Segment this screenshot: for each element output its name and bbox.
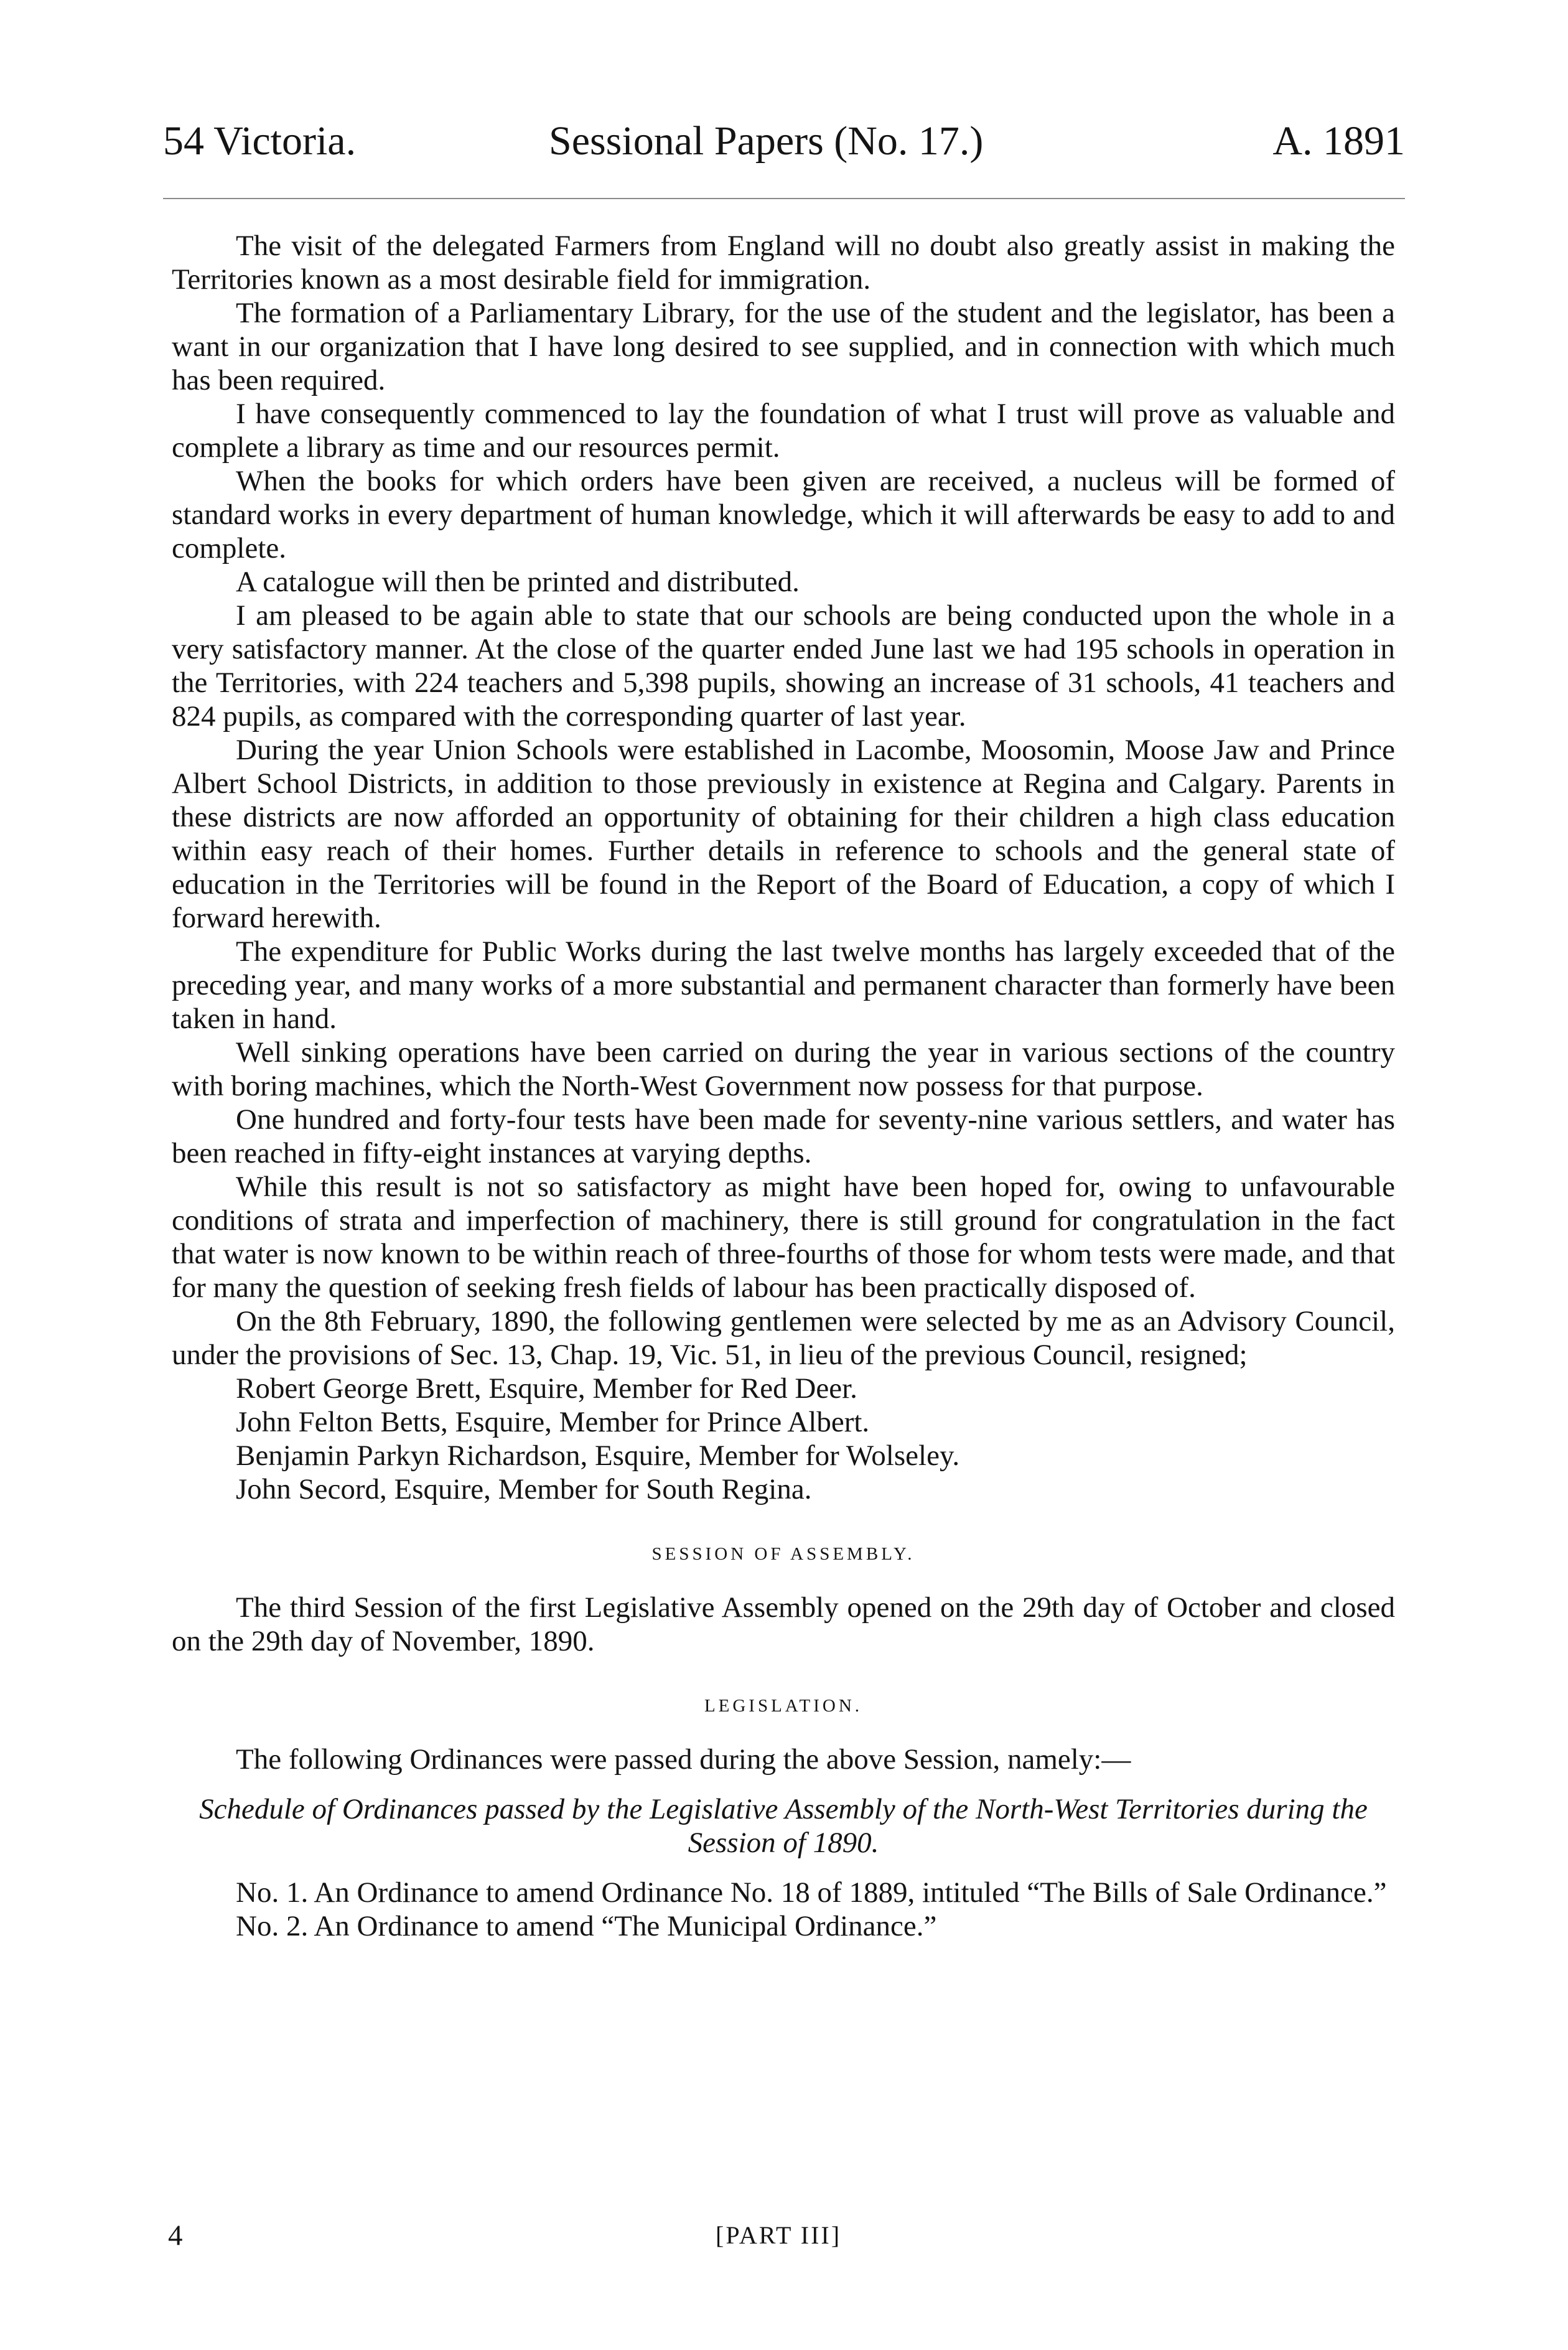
paragraph: The formation of a Parliamentary Library, for the use of the student and the legislator, has been a want in our organization that I have long desired to see supplied, and in connection with which much has been required. <box>172 297 1395 396</box>
paragraph: I have consequently commenced to lay the foundation of what I trust will prove as valuable and complete a library as time and our resources permit. <box>172 398 1395 464</box>
paragraph: During the year Union Schools were established in Lacombe, Moosomin, Moose Jaw and Prince Albert School Districts, in addition to those previously in existence at Regina and Calgary. Parents in these districts are now afforded an opportunity of obtaining for their children a high class education within easy reach of their homes. Further details in reference to schools and the general state of education in the Territories will be found in the Report of the Board of Education, a copy of which I forward herewith. <box>172 734 1395 934</box>
paragraph: A catalogue will then be printed and distributed. <box>236 566 800 598</box>
paragraph: The expenditure for Public Works during the last twelve months has largely exceeded that of the preceding year, and many works of a more substantial and permanent character than formerly have been taken in hand. <box>172 935 1395 1035</box>
header-year: A. 1891 <box>1272 118 1405 164</box>
body-text <box>172 229 1395 1943</box>
paragraph: On the 8th February, 1890, the following gentlemen were selected by me as an Advisory Council, under the provisions of Sec. 13, Chap. 19, Vic. 51, in lieu of the previous Council, resigned; <box>172 1305 1395 1371</box>
running-header <box>163 113 1405 169</box>
paragraph: While this result is not so satisfactory as might have been hoped for, owing to unfavourable conditions of strata and imperfection of machinery, there is still ground for congratulation in the fact that water is now known to be within reach of three-fourths of those for whom tests were made, and that for many the question of seeking fresh fields of labour has been practically disposed of. <box>172 1171 1395 1304</box>
page-footer <box>168 2217 1406 2254</box>
schedule-title: Schedule of Ordinances passed by the Legislative Assembly of the North-West Territories during the Session of 1890. <box>199 1793 1368 1859</box>
legislation-heading: LEGISLATION. <box>704 1696 863 1716</box>
council-member: Robert George Brett, Esquire, Member for Red Deer. <box>236 1372 857 1405</box>
session-heading: SESSION OF ASSEMBLY. <box>651 1544 915 1564</box>
session-paragraph: The third Session of the first Legislative Assembly opened on the 29th day of October and closed on the 29th day of November, 1890. <box>172 1591 1395 1657</box>
paragraph: Well sinking operations have been carried on during the year in various sections of the country with boring machines, which the North-West Government now possess for that purpose. <box>172 1036 1395 1102</box>
paragraph: The visit of the delegated Farmers from England will no doubt also greatly assist in making the Territories known as a most desirable field for immigration. <box>172 230 1395 296</box>
part-marker: [PART III] <box>716 2221 842 2249</box>
legislation-intro: The following Ordinances were passed during the above Session, namely:— <box>236 1743 1131 1776</box>
ordinance-item: No. 2. An Ordinance to amend “The Municipal Ordinance.” <box>236 1910 937 1942</box>
paragraph: One hundred and forty-four tests have been made for seventy-nine various settlers, and water has been reached in fifty-eight instances at varying depths. <box>172 1103 1395 1169</box>
council-member: Benjamin Parkyn Richardson, Esquire, Member for Wolseley. <box>236 1439 960 1472</box>
ordinance-item: No. 1. An Ordinance to amend Ordinance No. 18 of 1889, intituled “The Bills of Sale Ordinance.” <box>236 1876 1387 1909</box>
council-member: John Secord, Esquire, Member for South Regina. <box>236 1473 812 1505</box>
header-volume: 54 Victoria. <box>163 118 357 164</box>
header-rule <box>163 198 1405 199</box>
council-list <box>172 1372 1395 1506</box>
council-member: John Felton Betts, Esquire, Member for Prince Albert. <box>236 1406 870 1438</box>
page-number: 4 <box>168 2219 183 2252</box>
paragraph: I am pleased to be again able to state that our schools are being conducted upon the whole in a very satisfactory manner. At the close of the quarter ended June last we had 195 schools in operation in the Territories, with 224 teachers and 5,398 pupils, showing an increase of 31 schools, 41 teachers and 824 pupils, as compared with the corresponding quarter of last year. <box>172 599 1395 733</box>
header-title: Sessional Papers (No. 17.) <box>549 118 984 164</box>
paragraph: When the books for which orders have been given are received, a nucleus will be formed of standard works in every department of human knowledge, which it will afterwards be easy to add to and complete. <box>172 465 1395 564</box>
